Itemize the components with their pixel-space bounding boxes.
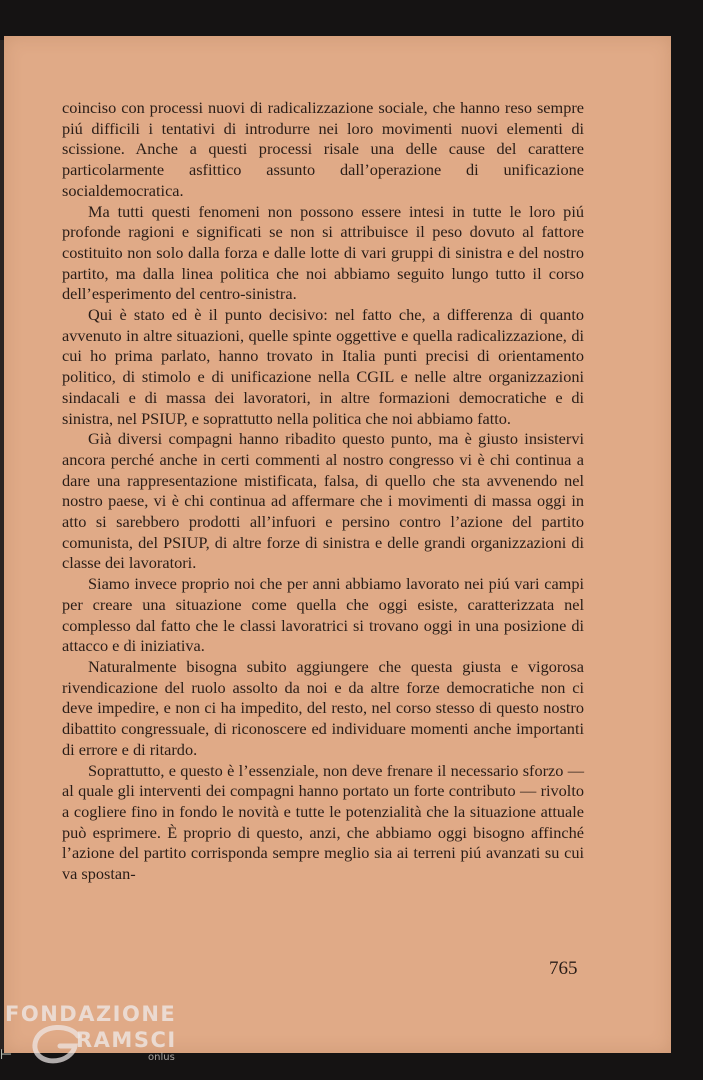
watermark-line1: FONDAZIONE (5, 1002, 177, 1026)
body-text (62, 98, 584, 885)
paragraph: Ma tutti questi fenomeni non possono essere intesi in tutte le loro piú profonde ragioni e significati se non si attribuisce il peso dovuto al fattore costituito non solo dalla forza e dalle lotte di vari gruppi di sinistra e del nostro partito, ma dalla linea politica che noi abbiamo seguito lungo tutto il corso dell’esperimento del centro-sinistra. (62, 201, 584, 304)
watermark-logo (2, 1000, 202, 1070)
watermark-onlus: onlus (148, 1052, 175, 1063)
watermark-line2: RAMSCI (76, 1028, 177, 1052)
paragraph: Soprattutto, e questo è l’essenziale, non deve frenare il necessario sforzo — al quale gli interventi dei compagni hanno portato un forte contributo — rivolto a cogliere fino in fondo le novità e tutte le potenzialità che la situazione attuale può esprimere. È proprio di questo, anzi, che abbiamo oggi bisogno affinché l’azione del partito corrisponda sempre meglio sia ai terreni piú avanzati su cui va spostan- (62, 760, 584, 884)
book-page (4, 36, 671, 1053)
paragraph: Qui è stato ed è il punto decisivo: nel fatto che, a differenza di quanto avvenuto in altre situazioni, quelle spinte oggettive e quella radicalizzazione, di cui ho prima parlato, hanno trovato in Italia punti precisi di orientamento politico, di stimolo e di unificazione nella CGIL e nelle altre organizzazioni sindacali e di massa dei lavoratori, in altre formazioni democratiche e di sinistra, nel PSIUP, e soprattutto nella politica che noi abbiamo fatto. (62, 305, 584, 428)
page-number: 765 (549, 958, 578, 979)
paragraph: Siamo invece proprio noi che per anni abbiamo lavorato nei piú vari campi per creare una situazione come quella che oggi esiste, caratterizzata nel complesso dal fatto che le classi lavoratrici si trovano oggi in una posizione di attacco e di iniziativa. (62, 574, 584, 656)
scan-ruler-mark: ⊢ (0, 1047, 13, 1063)
paragraph: coinciso con processi nuovi di radicalizzazione sociale, che hanno reso sempre piú difficili i tentativi di introdurre nei loro movimenti nuovi elementi di scissione. Anche a questi processi risale una delle cause del carattere particolarmente asfittico assunto dall’operazione di unificazione socialdemocratica. (62, 98, 584, 200)
paragraph: Naturalmente bisogna subito aggiungere che questa giusta e vigorosa rivendicazione del ruolo assolto da noi e da altre forze democratiche non ci deve impedire, e non ci ha impedito, del resto, nel corso stesso di questo nostro dibattito congressuale, di riconoscere ed individuare momenti anche importanti di errore e di ritardo. (62, 656, 584, 759)
paragraph: Già diversi compagni hanno ribadito questo punto, ma è giusto insistervi ancora perché anche in certi commenti al nostro congresso vi è chi continua a dare una rappresentazione mistificata, falsa, di quello che sta avvenendo nel nostro paese, vi è chi continua ad affermare che i movimenti di massa oggi in atto si sarebbero prodotti all’infuori e persino contro l’azione del partito comunista, del PSIUP, di altre forze di sinistra e delle grandi organizzazioni di classe dei lavoratori. (62, 429, 584, 573)
